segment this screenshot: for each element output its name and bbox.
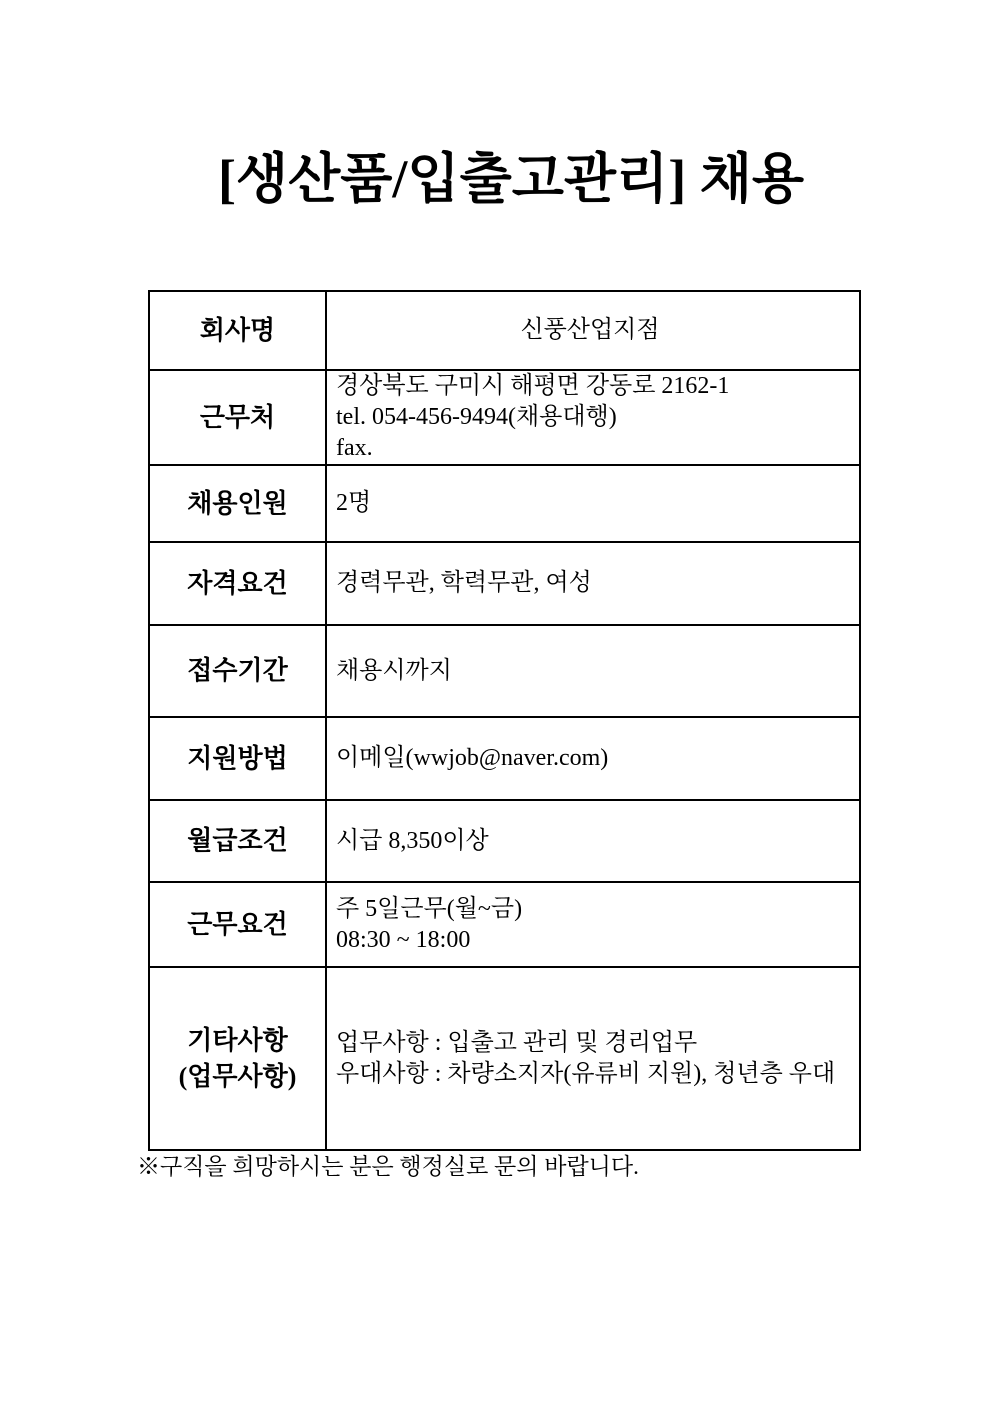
row-value-other-details <box>326 967 860 1150</box>
job-posting-table <box>148 290 861 1151</box>
row-value-workplace <box>326 370 860 465</box>
row-label-company-name: 회사명 <box>149 291 326 370</box>
apply-email: 이메일(wwjob@naver.com) <box>336 745 609 771</box>
footer-note: ※구직을 희망하시는 분은 행정실로 문의 바랍니다. <box>137 1154 639 1179</box>
row-value-working-conditions <box>326 882 860 967</box>
table-row-application-period <box>149 625 860 717</box>
job-duties: 업무사항 : 입출고 관리 및 경리업무 <box>336 1029 698 1056</box>
row-label-other-details: 기타사항 (업무사항) <box>149 967 326 1150</box>
preferred-qualifications: 우대사항 : 차량소지자(유류비 지원), 청년층 우대 <box>336 1060 836 1087</box>
row-value-company-name: 신풍산업지점 <box>326 291 860 370</box>
row-label-application-period: 접수기간 <box>149 625 326 717</box>
table-row-headcount <box>149 465 860 542</box>
row-label-qualifications: 자격요건 <box>149 542 326 625</box>
row-label-salary: 월급조건 <box>149 800 326 882</box>
workplace-tel: tel. 054-456-9494(채용대행) <box>336 404 617 430</box>
row-label-how-to-apply: 지원방법 <box>149 717 326 800</box>
table-row-working-conditions <box>149 882 860 967</box>
table-row-how-to-apply <box>149 717 860 800</box>
workplace-fax: fax. <box>336 435 373 461</box>
row-label-headcount: 채용인원 <box>149 465 326 542</box>
workplace-address: 경상북도 구미시 해평면 강동로 2162-1 <box>336 373 730 399</box>
row-value-how-to-apply <box>326 717 860 800</box>
table-row-salary <box>149 800 860 882</box>
work-days: 주 5일근무(월~금) <box>336 895 523 922</box>
row-value-qualifications: 경력무관, 학력무관, 여성 <box>326 542 860 625</box>
page-title: [생산품/입출고관리] 채용 <box>217 149 805 209</box>
row-value-application-period: 채용시까지 <box>326 625 860 717</box>
table-row-company-name <box>149 291 860 370</box>
row-label-workplace: 근무처 <box>149 370 326 465</box>
row-value-salary: 시급 8,350이상 <box>326 800 860 882</box>
table-row-qualifications <box>149 542 860 625</box>
table-row-other-details <box>149 967 860 1150</box>
work-hours: 08:30 ~ 18:00 <box>336 926 471 953</box>
row-value-headcount: 2명 <box>326 465 860 542</box>
table-row-workplace <box>149 370 860 465</box>
row-label-working-conditions: 근무요건 <box>149 882 326 967</box>
